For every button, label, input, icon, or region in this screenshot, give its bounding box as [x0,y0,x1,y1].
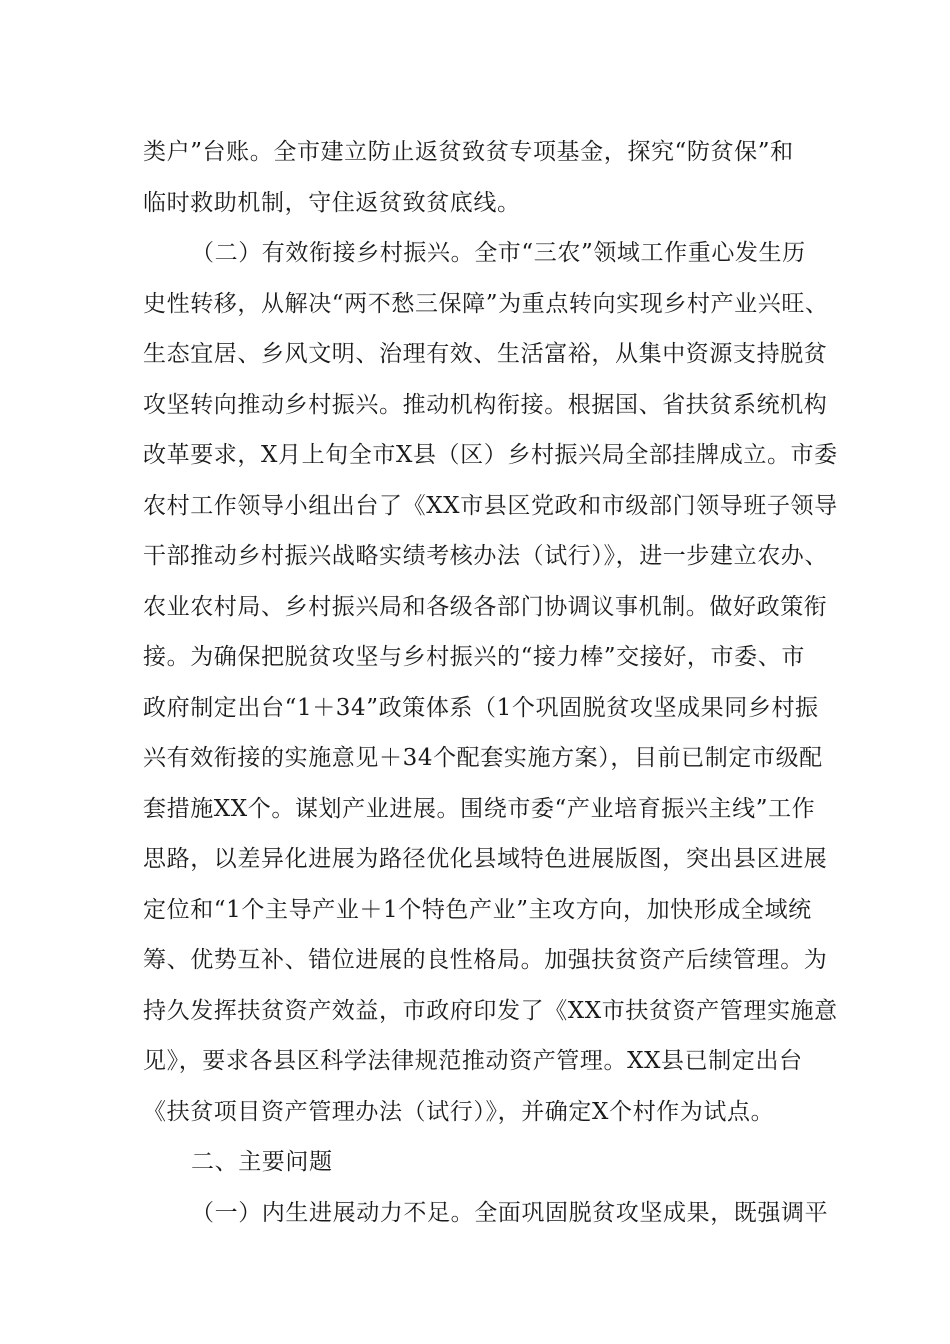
body-line-7: 改革要求，X月上旬全市X县（区）乡村振兴局全部挂牌成立。市委 [143,442,838,468]
body-line-6: 攻坚转向推动乡村振兴。推动机构衔接。根据国、省扶贫系统机构 [143,392,828,418]
section-heading-2-line: （二）有效衔接乡村振兴。全市“三农”领域工作重心发生历 [191,240,806,266]
section-heading-main-problems: 二、主要问题 [191,1149,333,1175]
body-line-2: 临时救助机制，守住返贫致贫底线。 [143,190,521,216]
body-line-15: 思路，以差异化进展为路径优化县域特色进展版图，突出县区进展 [143,846,828,872]
body-line-19: 见》，要求各县区科学法律规范推动资产管理。XX县已制定出台 [143,1048,803,1074]
body-line-16: 定位和“1个主导产业＋1个特色产业”主攻方向，加快形成全域统 [143,897,812,923]
body-line-20: 《扶贫项目资产管理办法（试行）》，并确定X个村作为试点。 [143,1099,775,1125]
body-line-18: 持久发挥扶贫资产效益，市政府印发了《XX市扶贫资产管理实施意 [143,998,838,1024]
body-line-12: 政府制定出台“1＋34”政策体系（1个巩固脱贫攻坚成果同乡村振 [143,695,819,721]
body-line-11: 接。为确保把脱贫攻坚与乡村振兴的“接力棒”交接好，市委、市 [143,644,805,670]
body-line-8: 农村工作领导小组出台了《XX市县区党政和市级部门领导班子领导 [143,493,838,519]
body-line-5: 生态宜居、乡风文明、治理有效、生活富裕，从集中资源支持脱贫 [143,341,828,367]
body-line-9: 干部推动乡村振兴战略实绩考核办法（试行）》，进一步建立农办、 [143,543,828,569]
body-line-14: 套措施XX个。谋划产业进展。围绕市委“产业培育振兴主线”工作 [143,796,816,822]
body-line-10: 农业农村局、乡村振兴局和各级各部门协调议事机制。做好政策衔 [143,594,828,620]
body-line-17: 筹、优势互补、错位进展的良性格局。加强扶贫资产后续管理。为 [143,947,828,973]
body-line-4: 史性转移，从解决“两不愁三保障”为重点转向实现乡村产业兴旺、 [143,291,829,317]
body-line-1: 类户”台账。全市建立防止返贫致贫专项基金，探究“防贫保”和 [143,139,794,165]
body-line-13: 兴有效衔接的实施意见＋34个配套实施方案），目前已制定市级配 [143,745,823,771]
section-heading-1-line: （一）内生进展动力不足。全面巩固脱贫攻坚成果，既强调平 [191,1200,829,1226]
